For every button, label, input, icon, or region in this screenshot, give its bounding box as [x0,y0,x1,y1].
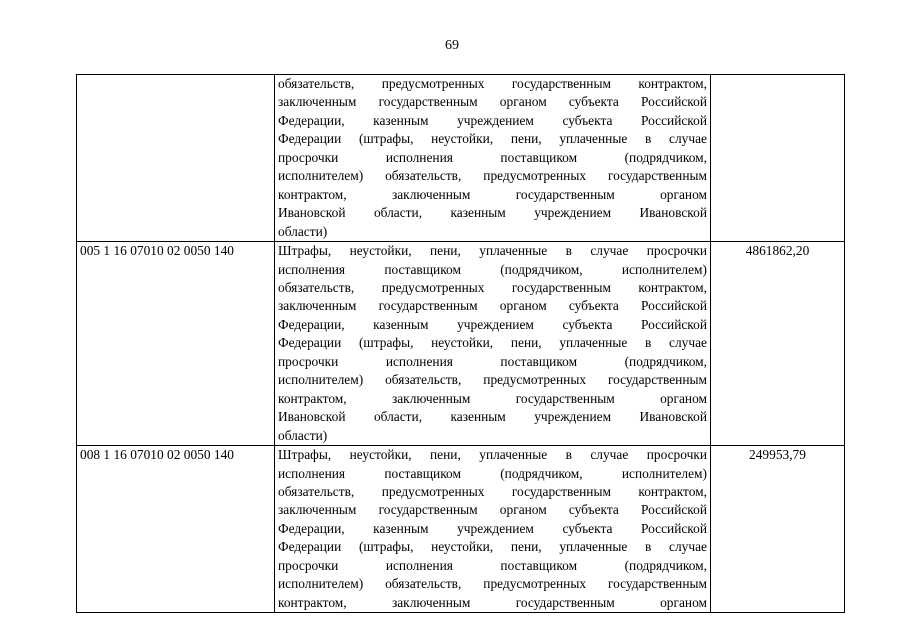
description-line: области) [278,427,328,443]
description-line: Федерации (штрафы, неустойки, пени, уплаченные в случае [278,539,707,555]
table-row [77,75,845,242]
description-line: Федерации (штрафы, неустойки, пени, уплаченные в случае [278,131,707,147]
revenue-description-cell [275,75,711,242]
page-number: 69 [445,38,459,53]
description-line: Федерации, казенным учреждением субъекта Российской [278,520,707,536]
revenue-code-cell [77,75,275,242]
revenue-description-cell [275,446,711,613]
description-line: исполнителем) обязательств, предусмотренных государственным [278,168,707,184]
description-line: контрактом, заключенным государственным органом [278,390,707,406]
revenue-description-cell [275,242,711,446]
description-line: обязательств, предусмотренных государственным контрактом, [278,483,707,499]
description-line: обязательств, предусмотренных государственным контрактом, [278,76,707,91]
description-line: контрактом, заключенным государственным органом [278,186,707,202]
description-line: просрочки исполнения поставщиком (подрядчиком, [278,353,707,369]
description-line: Федерации, казенным учреждением субъекта Российской [278,316,707,332]
amount-cell [711,75,845,242]
table-row [77,242,845,446]
budget-revenue-table [76,74,845,613]
description-line: просрочки исполнения поставщиком (подрядчиком, [278,149,707,165]
description-line: исполнителем) обязательств, предусмотренных государственным [278,576,707,592]
revenue-code-cell: 008 1 16 07010 02 0050 140 [77,446,275,613]
amount-cell: 249953,79 [711,446,845,613]
description-line: просрочки исполнения поставщиком (подрядчиком, [278,557,707,573]
description-line: Штрафы, неустойки, пени, уплаченные в случае просрочки [278,447,707,463]
description-line: Ивановской области, казенным учреждением Ивановской [278,205,707,221]
description-line: Ивановской области, казенным учреждением Ивановской [278,409,707,425]
description-line: заключенным государственным органом субъекта Российской [278,298,707,314]
description-line: Федерации, казенным учреждением субъекта Российской [278,112,707,128]
table-row [77,446,845,613]
description-line: заключенным государственным органом субъекта Российской [278,502,707,518]
description-line: обязательств, предусмотренных государственным контрактом, [278,279,707,295]
revenue-code-cell: 005 1 16 07010 02 0050 140 [77,242,275,446]
description-line: исполнителем) обязательств, предусмотренных государственным [278,372,707,388]
description-line: области) [278,223,328,239]
description-line: Штрафы, неустойки, пени, уплаченные в случае просрочки [278,243,707,259]
description-line: исполнения поставщиком (подрядчиком, исполнителем) [278,261,707,277]
description-line: заключенным государственным органом субъекта Российской [278,94,707,110]
amount-cell: 4861862,20 [711,242,845,446]
description-line: исполнения поставщиком (подрядчиком, исполнителем) [278,465,707,481]
description-line: контрактом, заключенным государственным органом [278,594,707,610]
description-line: Федерации (штрафы, неустойки, пени, уплаченные в случае [278,335,707,351]
